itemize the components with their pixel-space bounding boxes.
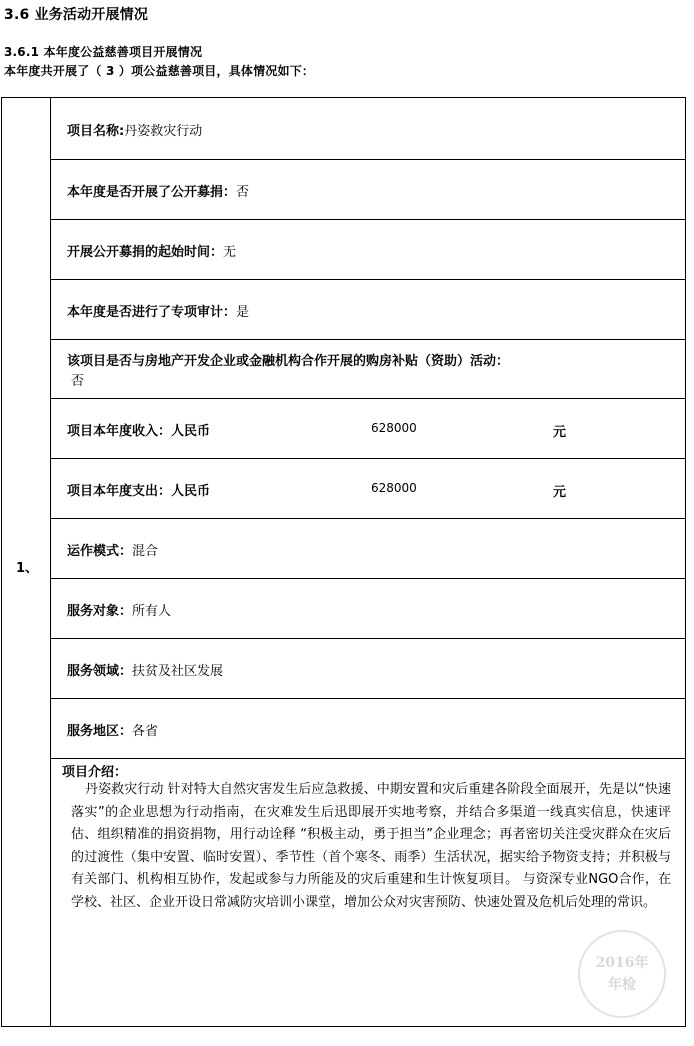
row-fundraising-start (51, 220, 685, 280)
row-housing-subsidy (51, 340, 685, 399)
region-value: 各省 (132, 724, 159, 739)
field-label: 服务领域： (67, 664, 133, 679)
project-name-value: 丹姿救灾行动 (124, 124, 203, 139)
row-public-fundraising (51, 160, 685, 220)
project-index: 1、 (16, 561, 39, 576)
summary-line: 本年度共开展了（ 3 ）项公益慈善项目，具体情况如下： (4, 64, 315, 78)
income-label: 项目本年度收入：人民币 (67, 424, 211, 439)
expense-unit: 元 (553, 485, 567, 500)
fundraising-start-label: 开展公开募捐的起始时间： (67, 245, 224, 260)
target-value: 所有人 (132, 604, 172, 619)
row-annual-income (51, 399, 685, 459)
audit-value: 是 (236, 305, 250, 320)
housing-value: 否 (71, 374, 85, 389)
project-table (1, 97, 686, 1027)
mode-value: 混合 (132, 544, 159, 559)
expense-amount: 628000 (371, 481, 417, 495)
fundraising-label: 本年度是否开展了公开募捐： (67, 185, 237, 200)
row-service-field (51, 639, 685, 699)
income-amount: 628000 (371, 421, 417, 435)
project-name-label: 项目名称: (67, 124, 125, 139)
intro-label: 项目介绍： (62, 765, 128, 780)
subsection-heading: 3.6.1 本年度公益慈善项目开展情况 (4, 45, 203, 59)
stamp-caption: 年检 (608, 977, 636, 993)
section-heading: 3.6 业务活动开展情况 (4, 7, 149, 23)
row-special-audit (51, 280, 685, 340)
row-service-target (51, 579, 685, 639)
fundraising-value: 否 (236, 185, 250, 200)
row-service-region (51, 699, 685, 759)
income-unit: 元 (553, 425, 567, 440)
row-operation-mode (51, 519, 685, 579)
row-project-intro (51, 759, 685, 1026)
field-value: 扶贫及社区发展 (132, 664, 224, 679)
row-project-name (51, 98, 685, 160)
intro-text: 丹姿救灾行动 针对特大自然灾害发生后应急救援、中期安置和灾后重建各阶段全面展开，先是以“快速落实”的企业思想为行动指南，在灾难发生后迅即展开实地考察，并结合多渠道一线真实信息，快速评估、组织精准的捐资捐物，用行动诠释 “积极主动，勇于担当”企业理念；再者密切关注受灾群众在灾后的过渡性（集中安置、临时安置）、季节性（首个寒冬、雨季）生活状况，据实给予物资支持；并积极与有关部门、机构相互协作，发起或参与力所能及的灾后重建和生计恢复项目。 与资深专业NGO合作，在学校、社区、企业开设日常减防灾培训小课堂，增加公众对灾害预防、快速处置及危机后处理的常识。 (71, 782, 671, 910)
mode-label: 运作模式： (67, 544, 133, 559)
region-label: 服务地区： (67, 724, 133, 739)
audit-label: 本年度是否进行了专项审计： (67, 305, 237, 320)
target-label: 服务对象： (67, 604, 133, 619)
expense-label: 项目本年度支出：人民币 (67, 484, 211, 499)
row-annual-expense (51, 459, 685, 519)
fundraising-start-value: 无 (223, 245, 237, 260)
index-column (2, 98, 51, 1026)
stamp-year: 2016年 (595, 955, 649, 971)
housing-label: 该项目是否与房地产开发企业或金融机构合作开展的购房补贴（资助）活动： (67, 354, 510, 369)
